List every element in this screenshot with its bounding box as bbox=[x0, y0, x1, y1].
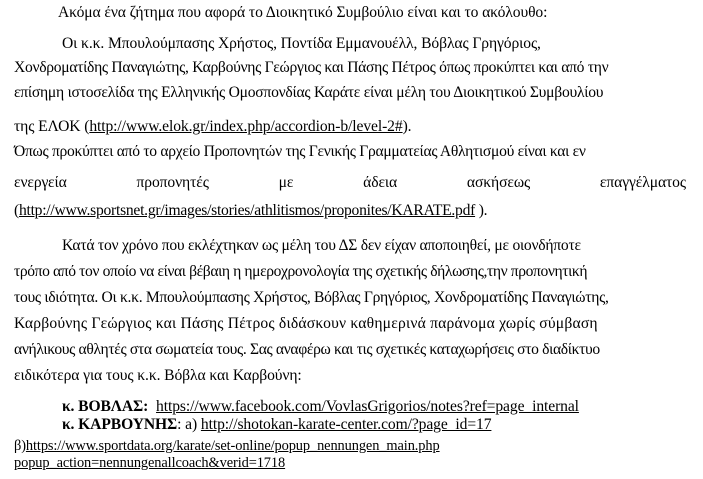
para4-line4: Καρβούνης Γεώργιος και Πάσης Πέτρος διδάσκουν καθημερινά παράνομα χωρίς σύμβαση bbox=[14, 315, 598, 332]
para4-line1: Κατά τον χρόνο που εκλέχτηκαν ως μέλη του ΔΣ δεν είχαν αποποιηθεί, με οιονδήποτε bbox=[62, 237, 581, 254]
para1-line1: Ακόμα ένα ζήτημα που αφορά το Διοικητικό Συμβούλιο είναι και το ακόλουθο: bbox=[58, 4, 548, 21]
para3-line1: Όπως προκύπτει από το αρχείο Προπονητών της Γενικής Γραμματείας Αθλητισμού είναι και εν bbox=[14, 143, 586, 160]
para2-line4: της ΕΛΟΚ (http://www.elok.gr/index.php/accordion-b/level-2#). bbox=[14, 118, 412, 135]
ref-karvounis: κ. ΚΑΡΒΟΥΝΗΣ: a) http://shotokan-karate-center.com/?page_id=17 bbox=[62, 416, 492, 433]
sportsnet-link[interactable]: http://www.sportsnet.gr/images/stories/athlitismos/proponites/KARATE.pdf bbox=[18, 202, 476, 219]
para4-line5: ανήλικους αθλητές στα σωματεία τους. Σας αναφέρω και τις σχετικές καταχωρήσεις στο διαδίκτυο bbox=[14, 341, 600, 358]
para4-line6: ειδικότερα για τους κ.κ. Βόβλα και Καρβούνη: bbox=[14, 367, 302, 384]
para3-line3: (http://www.sportsnet.gr/images/stories/athlitismos/proponites/KARATE.pdf ). bbox=[14, 202, 488, 219]
para2-line2: Χονδροματίδης Παναγιώτης, Καρβούνης Γεώργιος και Πάσης Πέτρος όπως προκύπτει και από την bbox=[14, 59, 609, 76]
para4-line2: τρόπο από τον οποίο να είναι βέβαιη η ημερoχρονολογία της σχετικής δήλωσης,την προπονητική bbox=[14, 263, 588, 280]
karvounis-label: κ. ΚΑΡΒΟΥΝΗΣ bbox=[62, 416, 178, 433]
ref-b-line2 bbox=[14, 455, 285, 471]
ref-vovlas bbox=[62, 398, 579, 416]
sportdata-link-cont[interactable]: popup_action=nennungenallcoach&verid=1718 bbox=[14, 455, 286, 471]
elok-link[interactable]: http://www.elok.gr/index.php/accordion-b/level-2# bbox=[89, 118, 403, 135]
para3-line2: ενεργεία προπονητές με άδεια ασκήσεως επαγγέλματος bbox=[14, 174, 686, 191]
para2-line1: Οι κ.κ. Μπουλούμπασης Χρήστος, Ποντίδα Εμμανουέλλ, Βόβλας Γρηγόριος, bbox=[62, 35, 541, 52]
para2-line3: επίσημη ιστοσελίδα της Ελληνικής Ομοσπονδίας Καράτε είναι μέλη του Διοικητικού Συμβουλίου bbox=[14, 84, 604, 101]
sportdata-link[interactable]: https://www.sportdata.org/karate/set-online/popup_nennungen_main.php bbox=[25, 438, 440, 454]
ref-b-line1: β)https://www.sportdata.org/karate/set-online/popup_nennungen_main.php bbox=[14, 438, 440, 454]
para4-line3: τους ιδιότητα. Οι κ.κ. Μπουλούμπασης Χρήστος, Βόβλας Γρηγόριος, Χονδροματίδης Παναγιώτης, bbox=[14, 289, 609, 306]
vovlas-label: κ. ΒΟΒΛΑΣ: bbox=[62, 398, 149, 415]
vovlas-facebook-link[interactable]: https://www.facebook.com/VovlasGrigorios/notes?ref=page_internal bbox=[156, 398, 579, 415]
karvounis-shotokan-link[interactable]: http://shotokan-karate-center.com/?page_id=17 bbox=[200, 416, 492, 433]
